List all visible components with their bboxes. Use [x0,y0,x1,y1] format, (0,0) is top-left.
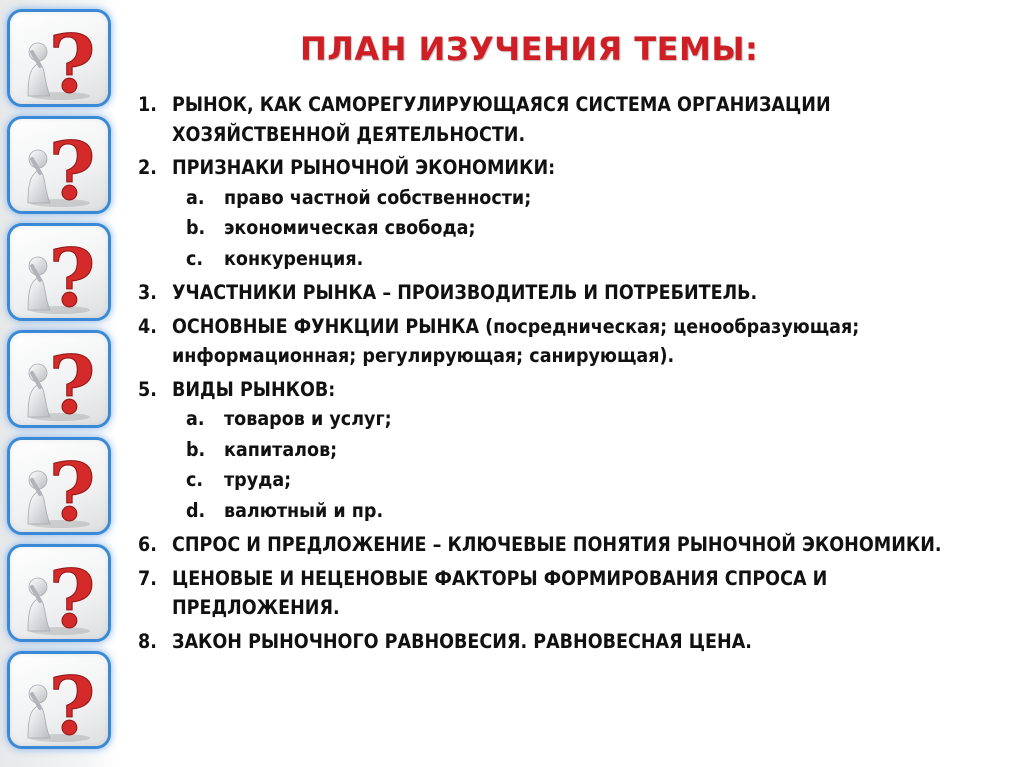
sub-item-letter: a. [186,407,205,430]
sub-item-text: товаров и услуг; [224,407,392,430]
item-text: СПРОС И ПРЕДЛОЖЕНИЕ – КЛЮЧЕВЫЕ ПОНЯТИЯ РЫНОЧНОЙ ЭКОНОМИКИ. [172,533,942,556]
item-text: ЦЕНОВЫЕ И НЕЦЕНОВЫЕ ФАКТОРЫ ФОРМИРОВАНИЯ СПРОСА И ПРЕДЛОЖЕНИЯ. [172,566,828,619]
item-number: 5. [138,377,157,401]
item-text: ОСНОВНЫЕ ФУНКЦИИ РЫНКА [172,314,480,338]
icon-sidebar [0,0,118,767]
svg-text:?: ? [48,552,96,639]
item-text: ПРИЗНАКИ РЫНОЧНОЙ ЭКОНОМИКИ: [172,156,556,179]
sub-item [172,496,998,527]
item-text: РЫНОК, КАК САМОРЕГУЛИРУЮЩАЯСЯ СИСТЕМА ОРГАНИЗАЦИИ ХОЗЯЙСТВЕННОЙ ДЕЯТЕЛЬНОСТИ. [172,93,831,146]
item-text: ВИДЫ РЫНКОВ: [172,377,336,401]
item-number: 1. [138,93,157,116]
item-number: 2. [138,156,157,179]
sub-item [172,465,998,496]
sub-item-text: валютный и пр. [224,498,384,522]
sub-item-letter: c. [186,468,204,491]
item-number: 3. [138,281,157,304]
svg-text:?: ? [48,231,96,318]
svg-text:?: ? [48,17,96,104]
question-mark-figure-icon [10,440,108,532]
plan-item-3 [138,278,998,308]
plan-item-8 [138,627,998,657]
study-plan-list [138,90,998,660]
item-text: ЗАКОН РЫНОЧНОГО РАВНОВЕСИЯ. РАВНОВЕСНАЯ ЦЕНА. [172,629,752,653]
sub-item-letter: d. [186,498,206,522]
plan-item-2 [138,153,998,274]
plan-item-4 [138,312,998,371]
sub-item-text: экономическая свобода; [224,216,476,239]
item-text: УЧАСТНИКИ РЫНКА – ПРОИЗВОДИТЕЛЬ И ПОТРЕБИТЕЛЬ. [172,281,758,304]
question-mark-figure-icon [10,226,108,318]
sub-item [172,244,998,275]
question-mark-figure-icon [10,12,108,104]
item-number: 7. [138,566,157,590]
sub-item-letter: c. [186,246,204,270]
sub-item [172,213,998,244]
sub-item-letter: b. [186,216,206,239]
item-number: 4. [138,314,157,338]
sub-item-text: конкуренция. [224,246,364,270]
sub-item [172,183,998,214]
plan-item-6 [138,530,998,560]
plan-item-1 [138,90,998,149]
sub-list [172,404,998,526]
svg-text:?: ? [48,124,96,211]
page-title: ПЛАН ИЗУЧЕНИЯ ТЕМЫ: [300,30,759,68]
question-mark-figure-icon [10,547,108,639]
sub-item [172,435,998,466]
item-number: 6. [138,533,157,556]
question-mark-figure-icon [10,119,108,211]
question-mark-figure-icon [10,333,108,425]
sub-item-text: право частной собственности; [224,185,532,209]
plan-item-5 [138,375,998,527]
svg-text:?: ? [48,338,96,425]
sub-item-letter: b. [186,437,206,461]
sub-item-text: труда; [224,468,292,491]
plan-item-7 [138,564,998,623]
item-number: 8. [138,629,157,653]
sub-item [172,404,998,435]
sub-item-text: капиталов; [224,437,338,461]
sub-item-letter: a. [186,185,205,209]
svg-text:?: ? [48,659,96,746]
svg-text:?: ? [48,445,96,532]
item-extra-text: (посредническая; ценообразующая; информационная; регулирующая; санирующая). [172,314,860,367]
sub-list [172,183,998,275]
question-mark-figure-icon [10,654,108,746]
